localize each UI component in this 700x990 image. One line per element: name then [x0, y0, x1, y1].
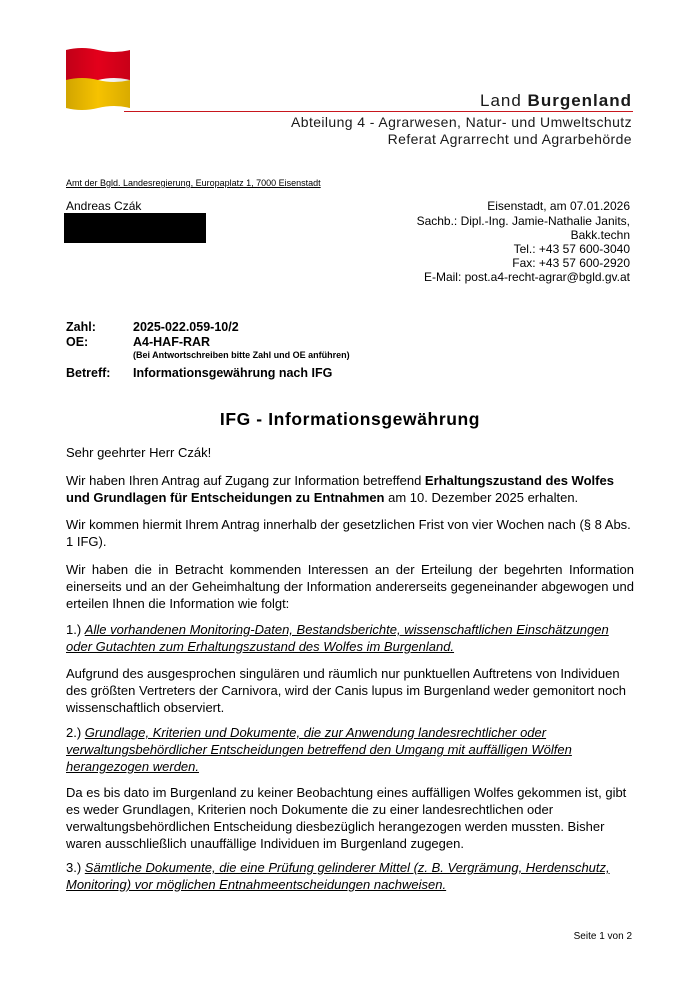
betreff-value: Informationsgewährung nach IFG: [133, 366, 333, 380]
p1-text-c: am 10. Dezember 2025 erhalten.: [384, 490, 579, 505]
answer-2: Da es bis dato im Burgenland zu keiner Beobachtung eines auffälligen Wolfes gekommen ist, gibt es weder Grundlagen, Kriterien noch Dokumente die zu einer landesrechtlichen oder verwaltungsbehördlichen Entscheidung diesbezüglich herangezogen werden mussten. Bisher waren ausschließlich unauffällige Individuen im Burgenland zugegen.: [66, 785, 627, 851]
burgenland-flag-logo: [66, 46, 130, 112]
question-2: [66, 724, 634, 775]
answer-1: Aufgrund des ausgesprochen singulären und räumlich nur punktuellen Auftretens von Individuen des größten Vertreters der Carnivora, wird der Canis lupus im Burgenland weder gemonitort noch wissenschaftlich observiert.: [66, 666, 626, 715]
document-title: IFG - Informationsgewährung: [219, 409, 481, 429]
question-1: [66, 621, 634, 655]
p1-text-a: Wir haben Ihren Antrag auf Zugang zur Information betreffend: [66, 473, 425, 488]
zahl-value: 2025-022.059-10/2: [133, 320, 239, 334]
reference-block: [66, 320, 350, 381]
redaction-box: [64, 213, 206, 243]
question-3-text: Sämtliche Dokumente, die eine Prüfung gelinderer Mittel (z. B. Vergrämung, Herdenschutz, Monitoring) vor möglichen Entnahmeentscheidungen nachweisen.: [66, 860, 610, 892]
header-department: Abteilung 4 - Agrarwesen, Natur- und Umweltschutz: [291, 114, 632, 130]
question-1-text: Alle vorhandenen Monitoring-Daten, Bestandsberichte, wissenschaftlichen Einschätzungen oder Gutachten zum Erhaltungszustand des Wolfes im Burgenland.: [66, 622, 609, 654]
land-prefix: Land: [480, 91, 528, 110]
place-date: Eisenstadt, am 07.01.2026: [487, 199, 630, 213]
sachbearbeiter-line1: Sachb.: Dipl.-Ing. Jamie-Nathalie Janits,: [416, 214, 630, 228]
contact-tel: Tel.: +43 57 600-3040: [513, 242, 630, 256]
zahl-label: Zahl:: [66, 320, 96, 334]
question-3-number: 3.): [66, 860, 85, 875]
contact-fax: Fax: +43 57 600-2920: [512, 256, 630, 270]
p1-subject: Erhaltungszustand des Wolfes und Grundlagen für Entscheidungen zu Entnahmen: [66, 473, 614, 505]
land-name: Burgenland: [527, 91, 632, 110]
paragraph-deadline: Wir kommen hiermit Ihrem Antrag innerhalb der gesetzlichen Frist von vier Wochen nach (§ 8 Abs. 1 IFG).: [66, 517, 631, 549]
sender-address-line: Amt der Bgld. Landesregierung, Europaplatz 1, 7000 Eisenstadt: [66, 178, 321, 188]
question-3: [66, 859, 634, 893]
page-number: Seite 1 von 2: [573, 931, 632, 942]
question-2-number: 2.): [66, 725, 85, 740]
sachbearbeiter-line2: Bakk.techn: [570, 228, 630, 242]
paragraph-request: [66, 472, 634, 506]
betreff-label: Betreff:: [66, 366, 111, 380]
recipient-name: Andreas Czák: [66, 199, 142, 213]
question-1-number: 1.): [66, 622, 85, 637]
reference-note: (Bei Antwortschreiben bitte Zahl und OE anführen): [133, 350, 350, 360]
question-2-text: Grundlage, Kriterien und Dokumente, die zur Anwendung landesrechtlicher oder verwaltungsbehördlicher Entscheidungen betreffend den Umgang mit auffälligen Wölfen herangezogen werden.: [66, 725, 572, 774]
oe-label: OE:: [66, 335, 89, 349]
header-land: [480, 91, 632, 111]
header-rule: [124, 111, 633, 112]
paragraph-weighing: Wir haben die in Betracht kommenden Interessen an der Erteilung der begehrten Information einerseits und an der Geheimhaltung der Information andererseits gegeneinander abgewogen und erteilen Ihnen die Information wie folgt:: [66, 562, 634, 611]
header-referat: Referat Agrarrecht und Agrarbehörde: [387, 131, 632, 147]
salutation: Sehr geehrter Herr Czák!: [66, 445, 212, 460]
oe-value: A4-HAF-RAR: [133, 335, 211, 349]
contact-email: E-Mail: post.a4-recht-agrar@bgld.gv.at: [423, 270, 630, 284]
